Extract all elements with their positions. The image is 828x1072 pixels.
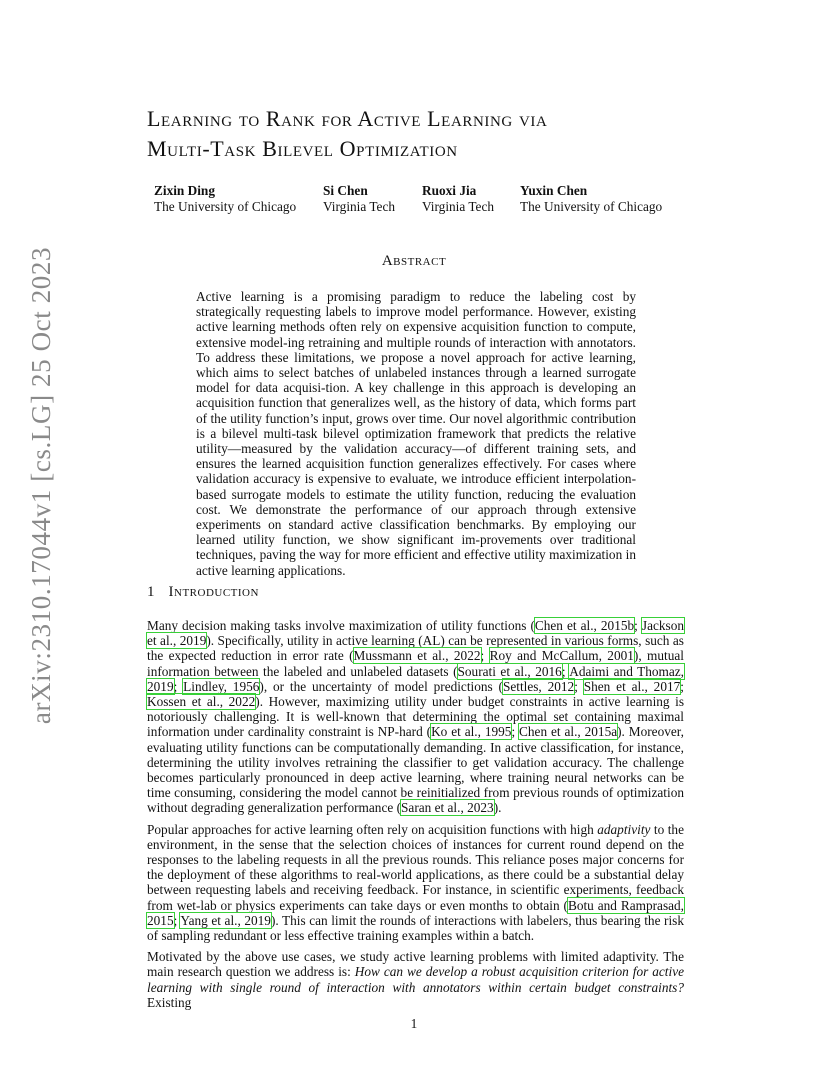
text-run: Many decision making tasks involve maximization of utility functions (	[147, 618, 535, 633]
text-run: ). However, maximizing utility under budget constraints in active learning is notoriously challenging. It is well-known that determining the optimal set containing maximal information under cardinality constraint is NP-hard (	[147, 694, 684, 740]
citation-link[interactable]: Adaimi and Thomaz, 2019	[147, 663, 684, 694]
abstract-heading: Abstract	[381, 253, 447, 269]
arxiv-identifier-sidebar	[20, 246, 64, 724]
arxiv-identifier: arXiv:2310.17044v1 [cs.LG] 25 Oct 2023	[26, 246, 57, 724]
paper-title	[147, 104, 707, 164]
citation-link[interactable]: Mussmann et al., 2022	[353, 648, 481, 664]
text-run: Existing	[147, 994, 192, 1010]
emphasis-text: adaptivity	[597, 821, 651, 837]
citation-link[interactable]: Shen et al., 2017	[583, 678, 681, 694]
text-run: ;	[634, 618, 642, 633]
author-affiliation: Virginia Tech	[422, 199, 495, 214]
section-number: 1	[147, 584, 155, 600]
citation-link[interactable]: Lindley, 1956	[183, 678, 260, 694]
author-name: Si Chen	[323, 183, 368, 198]
author	[520, 183, 662, 215]
citation-link[interactable]: Roy and McCallum, 2001	[489, 648, 634, 664]
paragraph	[147, 618, 684, 816]
author-name: Zixin Ding	[154, 183, 215, 198]
author-name: Ruoxi Jia	[422, 183, 477, 198]
text-run: ). Specifically, utility in active learning (AL) can be represented in various forms, such as the expected reduction in error rate (	[147, 633, 684, 664]
page-number: 1	[410, 1016, 418, 1031]
text-run: ;	[173, 912, 181, 928]
citation-link[interactable]: Jackson et al., 2019	[147, 618, 684, 649]
text-run: ), or the uncertainty of model predictions (	[259, 678, 503, 694]
citation-link[interactable]: Ko et al., 1995	[431, 724, 512, 740]
text-run: ;	[480, 648, 490, 664]
abstract-text: Active learning is a promising paradigm to reduce the labeling cost by strategically requesting labels to improve model performance. However, existing active learning methods often rely on expensive acquisition function to compute, extensive model-ing retraining and multiple rounds of interaction with annotators. To address these limitations, we propose a novel approach for active learning, which aims to select batches of unlabeled instances through a learned surrogate model for data acquisi-tion. A key challenge in this approach is developing an acquisition function that generalizes well, as the history of data, which forms part of the utility function’s input, grows over time. Our novel algorithmic contribution is a bilevel multi-task bilevel optimization framework that predicts the relative utility—measured by the validation accuracy—of different training sets, and ensures the learned acquisition function generalizes effectively. For cases where validation accuracy is expensive to evaluate, we introduce efficient interpolation-based surrogate models to estimate the utility function, reducing the evaluation cost. We demonstrate the performance of our approach through extensive experiments on standard active classification benchmarks. By employing our learned utility function, we show significant im-provements over traditional techniques, paving the way for more efficient and effective utility maximization in active learning applications.	[196, 289, 636, 578]
citation-link[interactable]: Botu and Ramprasad, 2015	[147, 897, 684, 928]
text-run: ;	[680, 678, 684, 694]
text-run: to the environment, in the sense that the selection choices of instances for current round depend on the responses to the labeling requests in all the previous rounds. This reliance poses major concerns for the deployment of these algorithms to real-world applications, as there could be a substantial delay between requesting labels and receiving feedback. For instance, in scientific experiments, feedback from wet-lab or physics experiments can take days or even months to obtain (	[147, 821, 684, 913]
citation-link[interactable]: Kossen et al., 2022	[147, 694, 256, 710]
text-run: ;	[173, 678, 184, 694]
title-line-1: Learning to Rank for Active Learning via	[147, 106, 548, 131]
paragraph	[147, 949, 684, 1010]
text-run: Motivated by the above use cases, we study active learning problems with limited adaptivity. The main research question we address is:	[147, 949, 684, 980]
paragraph	[147, 822, 684, 944]
text-run: ;	[574, 678, 584, 694]
text-run: ). Moreover, evaluating utility functions can be computationally demanding. In active classification, for instance, determining the utility involves retraining the classifier to get validation accuracy. The challenge becomes particularly pronounced in deep active learning, where training neural networks can be time consuming, considering the model cannot be reinitialized from previous rounds of optimization without degrading generalization performance (	[147, 724, 684, 816]
section-title: Introduction	[168, 584, 259, 600]
emphasis-text: How can we develop a robust acquisition criterion for active learning with single round of interaction with annotators within certain budget constraints?	[147, 964, 685, 995]
citation-link[interactable]: Settles, 2012	[502, 678, 575, 694]
section-heading	[147, 584, 259, 601]
author	[422, 183, 494, 215]
text-run: ).	[493, 800, 502, 816]
citation-link[interactable]: Saran et al., 2023	[401, 800, 494, 816]
author-affiliation: Virginia Tech	[323, 199, 396, 214]
author	[323, 183, 395, 215]
citation-link[interactable]: Sourati et al., 2016	[457, 663, 562, 679]
author-affiliation: The University of Chicago	[154, 199, 297, 214]
author	[154, 183, 296, 215]
text-run: ), mutual information between the labeled and unlabeled datasets (	[147, 648, 684, 679]
introduction-body	[147, 618, 684, 1016]
citation-link[interactable]: Chen et al., 2015b	[534, 618, 635, 633]
text-run: ). This can limit the rounds of interactions with labelers, thus bearing the risk of sampling redundant or less effective training examples within a batch.	[147, 912, 684, 944]
text-run: ;	[511, 724, 520, 740]
text-run: ;	[561, 663, 570, 679]
author-name: Yuxin Chen	[520, 183, 588, 198]
title-line-2: Multi-Task Bilevel Optimization	[147, 136, 458, 161]
text-run: Popular approaches for active learning often rely on acquisition functions with high	[147, 821, 598, 837]
citation-link[interactable]: Yang et al., 2019	[180, 912, 271, 928]
author-affiliation: The University of Chicago	[520, 199, 663, 214]
citation-link[interactable]: Chen et al., 2015a	[519, 724, 618, 740]
